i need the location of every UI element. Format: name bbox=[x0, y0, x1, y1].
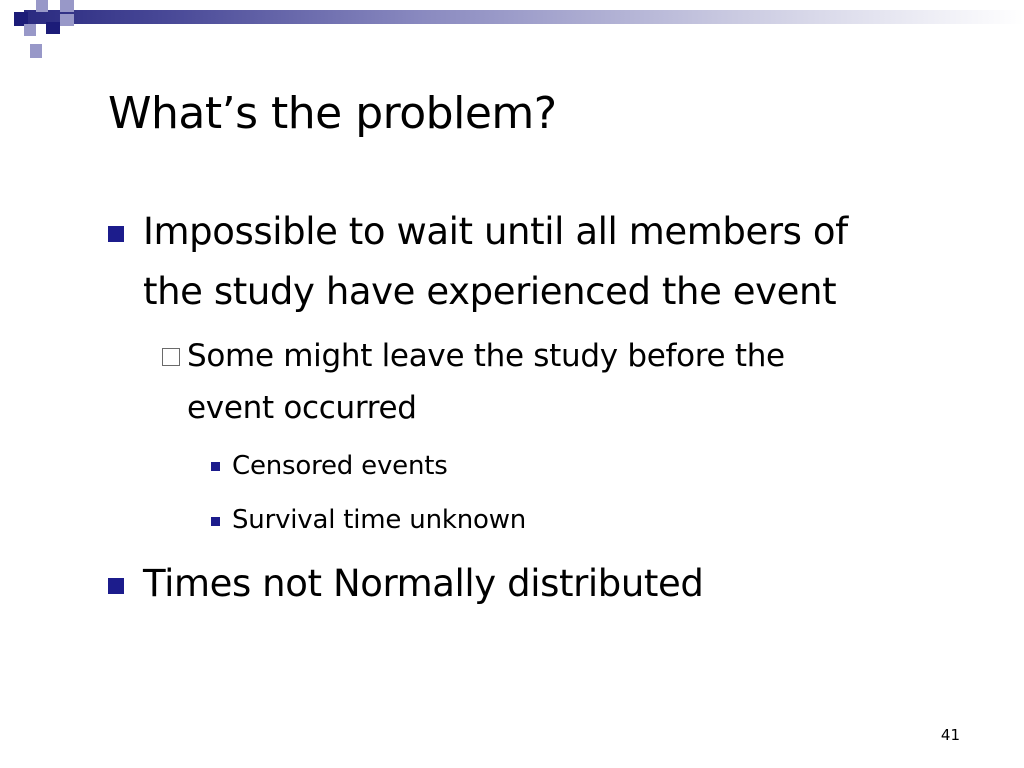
bullet-text: the study have experienced the event bbox=[143, 270, 837, 313]
slide-title: What’s the problem? bbox=[108, 88, 557, 139]
sub-sub-bullet-text: Survival time unknown bbox=[232, 505, 527, 535]
page-number: 41 bbox=[940, 726, 960, 744]
hollow-square-bullet-icon bbox=[162, 348, 180, 366]
bullet-text: Impossible to wait until all members of bbox=[143, 210, 848, 253]
bullet-text: Times not Normally distributed bbox=[143, 562, 704, 605]
sub-bullet-text: event occurred bbox=[187, 390, 417, 426]
bullet-square-icon bbox=[108, 226, 124, 242]
small-square-bullet-icon bbox=[211, 462, 220, 471]
bullet-square-icon bbox=[108, 578, 124, 594]
sub-bullet-text: Some might leave the study before the bbox=[187, 338, 785, 374]
small-square-bullet-icon bbox=[211, 517, 220, 526]
sub-sub-bullet-text: Censored events bbox=[232, 451, 448, 481]
